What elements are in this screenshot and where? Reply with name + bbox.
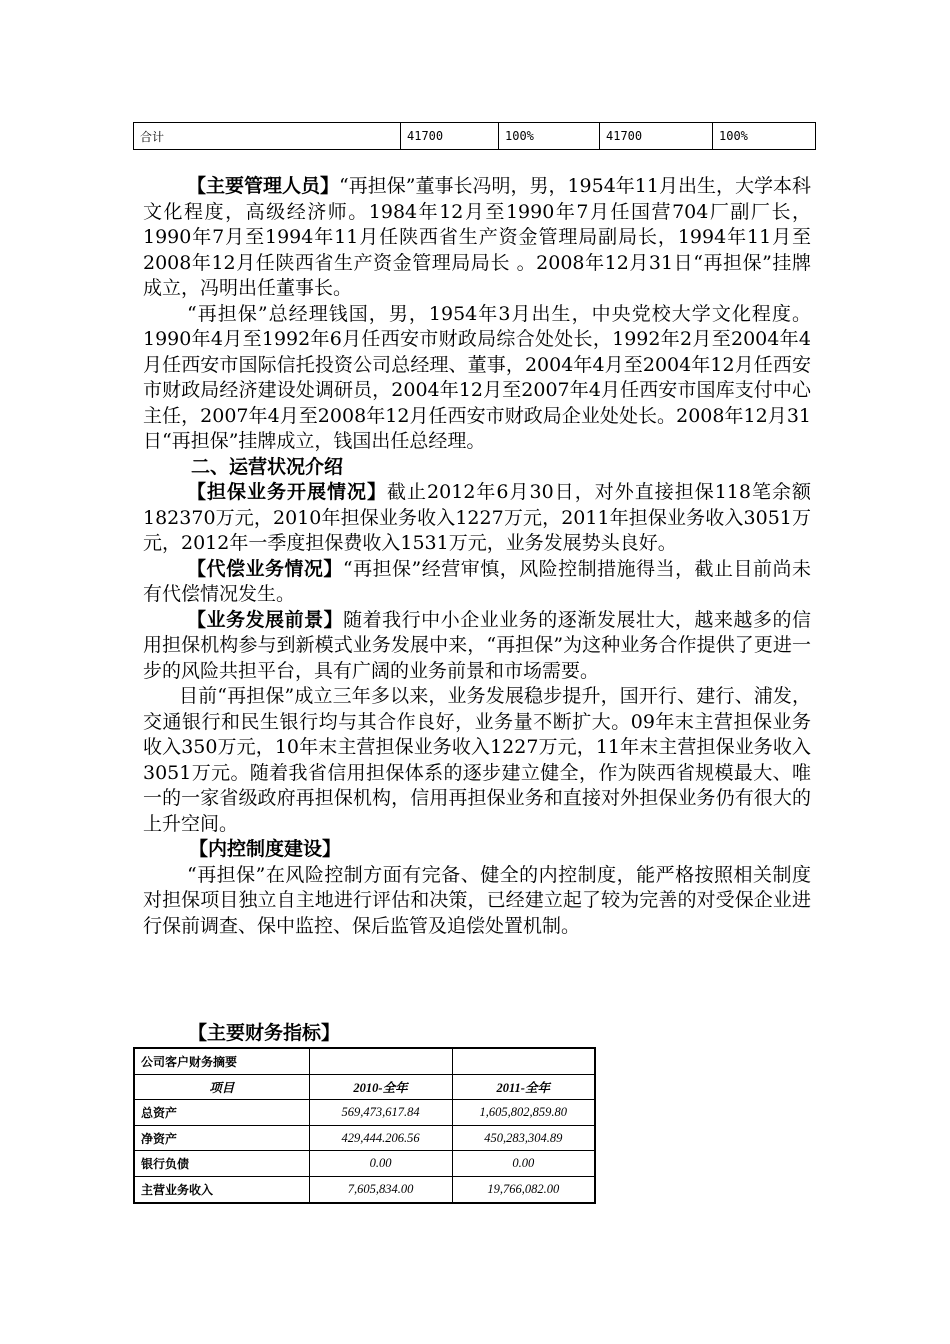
row-label: 主营业务收入 xyxy=(134,1176,309,1202)
section-title-operations: 二、运营状况介绍 xyxy=(191,455,344,478)
value-2011: 0.00 xyxy=(452,1151,595,1177)
table-header-row xyxy=(134,1074,595,1100)
row-label: 总资产 xyxy=(134,1100,309,1126)
table-cell xyxy=(452,1048,595,1074)
column-header-item: 项目 xyxy=(134,1074,309,1100)
management-paragraph-2: “再担保”总经理钱国，男，1954年3月出生，中央党校大学文化程度。1990年4月至1992年6月任西安市财政局综合处处长，1992年2月至2004年4月任西安市国际信托投资公司总经理、董事，2004年4月至2004年12月任西安市财政局经济建设处调研员，2004年12月至2007年4月任西安市国库支付中心主任，2007年4月至2008年12月任西安市财政局企业处处长。2008年12月31日“再担保”挂牌成立，钱国出任总经理。 xyxy=(143,302,811,452)
row-label: 银行负债 xyxy=(134,1151,309,1177)
table-cell: 41700 xyxy=(600,123,713,150)
control-paragraph: “再担保”在风险控制方面有完备、健全的内控制度，能严格按照相关制度对担保项目独立自主地进行评估和决策，已经建立起了较为完善的对受保企业进行保前调查、保中监控、保后监管及追偿处置机制。 xyxy=(143,863,811,937)
table-row xyxy=(134,1125,595,1151)
column-header-2010: 2010-全年 xyxy=(309,1074,452,1100)
value-2011: 450,283,304.89 xyxy=(452,1125,595,1151)
compensation-paragraph xyxy=(143,557,811,608)
table-cell xyxy=(309,1048,452,1074)
financial-title: 【主要财务指标】 xyxy=(188,1022,341,1044)
value-2010: 7,605,834.00 xyxy=(309,1176,452,1202)
column-header-2011: 2011-全年 xyxy=(452,1074,595,1100)
table-title-cell: 公司客户财务摘要 xyxy=(134,1048,309,1074)
financial-table xyxy=(133,1047,596,1204)
management-paragraph-1 xyxy=(143,174,811,302)
management-text-1: “再担保”董事长冯明，男，1954年11月出生，大学本科文化程度，高级经济师。1984年12月至1990年7月任国营704厂副厂长，1990年7月至1994年11月任陕西省生产资金管理局副局长，1994年11月至2008年12月任陕西省生产资金管理局局长 。2008年12月31日“再担保”挂牌成立，冯明出任董事长。 xyxy=(143,175,811,299)
table-row xyxy=(134,1100,595,1126)
compensation-text: “再担保”经营审慎，风险控制措施得当，截止目前尚未有代偿情况发生。 xyxy=(143,557,811,605)
value-2011: 19,766,082.00 xyxy=(452,1176,595,1202)
control-heading: 【内控制度建设】 xyxy=(189,838,342,860)
prospect-paragraph xyxy=(143,608,811,685)
value-2010: 0.00 xyxy=(309,1151,452,1177)
prospect-paragraph-2: 目前“再担保”成立三年多以来，业务发展稳步提升，国开行、建行、浦发，交通银行和民生银行均与其合作良好，业务量不断扩大。09年末主营担保业务收入350万元，10年末主营担保业务收入1227万元，11年末主营担保业务收入3051万元。随着我省信用担保体系的逐步建立健全，作为陕西省规模最大、唯一的一家省级政府再担保机构，信用再担保业务和直接对外担保业务仍有很大的上升空间。 xyxy=(143,685,811,835)
table-row xyxy=(134,1151,595,1177)
compensation-heading: 【代偿业务情况】 xyxy=(187,557,343,580)
guarantee-heading: 【担保业务开展情况】 xyxy=(187,481,388,503)
table-row xyxy=(134,1176,595,1202)
table-row xyxy=(134,1048,595,1074)
table-cell: 100% xyxy=(713,123,816,150)
guarantee-text: 截止2012年6月30日，对外直接担保118笔余额182370万元，2010年担保业务收入1227万元，2011年担保业务收入3051万元，2012年一季度担保费收入1531万元，业务发展势头良好。 xyxy=(143,481,811,554)
table-cell: 合计 xyxy=(134,123,401,150)
table-cell: 100% xyxy=(499,123,600,150)
management-heading: 【主要管理人员】 xyxy=(187,175,340,197)
value-2011: 1,605,802,859.80 xyxy=(452,1100,595,1126)
guarantee-paragraph xyxy=(143,480,811,557)
prospect-heading: 【业务发展前景】 xyxy=(187,608,344,631)
value-2010: 429,444.206.56 xyxy=(309,1125,452,1151)
summary-table xyxy=(133,122,816,150)
table-cell: 41700 xyxy=(401,123,499,150)
document-body xyxy=(143,174,811,939)
table-row xyxy=(134,123,816,150)
row-label: 净资产 xyxy=(134,1125,309,1151)
prospect-text: 随着我行中小企业业务的逐渐发展壮大，越来越多的信用担保机构参与到新模式业务发展中来，“再担保”为这种业务合作提供了更进一步的风险共担平台，具有广阔的业务前景和市场需要。 xyxy=(143,608,811,682)
value-2010: 569,473,617.84 xyxy=(309,1100,452,1126)
